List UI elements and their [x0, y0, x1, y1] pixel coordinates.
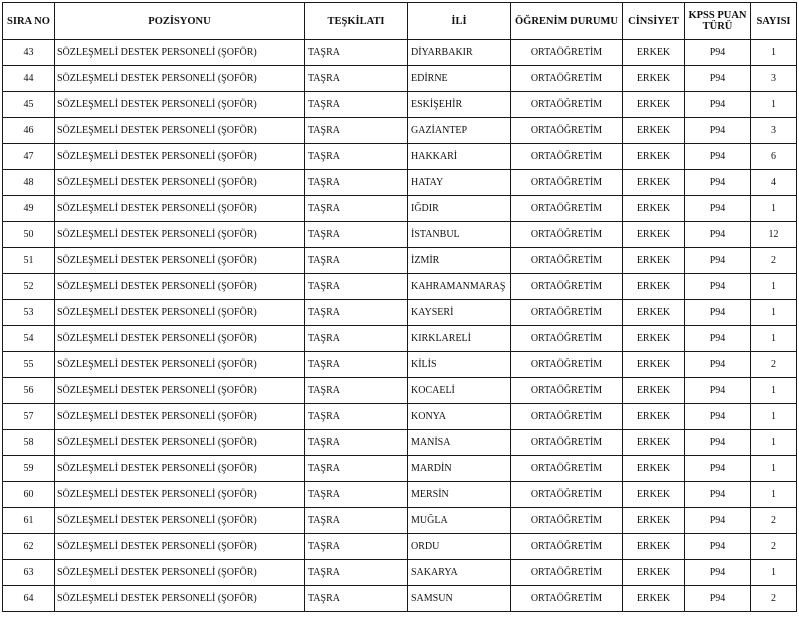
cell-il: HAKKARİ [408, 144, 511, 170]
cell-kpss: P94 [685, 352, 751, 378]
table-row [3, 196, 797, 222]
cell-sayi: 1 [751, 300, 797, 326]
cell-il: GAZİANTEP [408, 118, 511, 144]
cell-cinsiyet: ERKEK [623, 378, 685, 404]
cell-sira-no: 52 [3, 274, 55, 300]
cell-teskilat: TAŞRA [305, 378, 408, 404]
cell-sayi: 1 [751, 274, 797, 300]
cell-ogrenim: ORTAÖĞRETİM [511, 352, 623, 378]
cell-kpss: P94 [685, 248, 751, 274]
cell-sira-no: 46 [3, 118, 55, 144]
cell-cinsiyet: ERKEK [623, 170, 685, 196]
table-row [3, 378, 797, 404]
cell-teskilat: TAŞRA [305, 430, 408, 456]
cell-cinsiyet: ERKEK [623, 300, 685, 326]
cell-pozisyon: SÖZLEŞMELİ DESTEK PERSONELİ (ŞOFÖR) [55, 144, 305, 170]
cell-cinsiyet: ERKEK [623, 352, 685, 378]
cell-sira-no: 51 [3, 248, 55, 274]
table-row [3, 430, 797, 456]
cell-cinsiyet: ERKEK [623, 92, 685, 118]
cell-teskilat: TAŞRA [305, 326, 408, 352]
cell-il: KAYSERİ [408, 300, 511, 326]
cell-pozisyon: SÖZLEŞMELİ DESTEK PERSONELİ (ŞOFÖR) [55, 248, 305, 274]
cell-teskilat: TAŞRA [305, 118, 408, 144]
cell-ogrenim: ORTAÖĞRETİM [511, 170, 623, 196]
cell-il: SAMSUN [408, 586, 511, 612]
cell-ogrenim: ORTAÖĞRETİM [511, 378, 623, 404]
cell-pozisyon: SÖZLEŞMELİ DESTEK PERSONELİ (ŞOFÖR) [55, 430, 305, 456]
cell-il: KAHRAMANMARAŞ [408, 274, 511, 300]
cell-sira-no: 55 [3, 352, 55, 378]
cell-pozisyon: SÖZLEŞMELİ DESTEK PERSONELİ (ŞOFÖR) [55, 482, 305, 508]
header-ili: İLİ [408, 3, 511, 40]
cell-cinsiyet: ERKEK [623, 222, 685, 248]
cell-ogrenim: ORTAÖĞRETİM [511, 40, 623, 66]
cell-sayi: 1 [751, 378, 797, 404]
cell-cinsiyet: ERKEK [623, 66, 685, 92]
cell-sira-no: 47 [3, 144, 55, 170]
cell-sira-no: 62 [3, 534, 55, 560]
cell-teskilat: TAŞRA [305, 508, 408, 534]
table-body [3, 40, 797, 612]
header-ogrenim-durumu: ÖĞRENİM DURUMU [511, 3, 623, 40]
table-row [3, 586, 797, 612]
header-sayisi: SAYISI [751, 3, 797, 40]
cell-il: KİLİS [408, 352, 511, 378]
cell-pozisyon: SÖZLEŞMELİ DESTEK PERSONELİ (ŞOFÖR) [55, 508, 305, 534]
cell-pozisyon: SÖZLEŞMELİ DESTEK PERSONELİ (ŞOFÖR) [55, 118, 305, 144]
header-teskilati: TEŞKİLATI [305, 3, 408, 40]
cell-kpss: P94 [685, 222, 751, 248]
header-pozisyonu: POZİSYONU [55, 3, 305, 40]
cell-teskilat: TAŞRA [305, 404, 408, 430]
cell-sayi: 1 [751, 560, 797, 586]
table-row [3, 118, 797, 144]
cell-kpss: P94 [685, 378, 751, 404]
cell-cinsiyet: ERKEK [623, 456, 685, 482]
cell-ogrenim: ORTAÖĞRETİM [511, 144, 623, 170]
table-row [3, 404, 797, 430]
cell-teskilat: TAŞRA [305, 586, 408, 612]
cell-pozisyon: SÖZLEŞMELİ DESTEK PERSONELİ (ŞOFÖR) [55, 92, 305, 118]
table-row [3, 560, 797, 586]
cell-sayi: 12 [751, 222, 797, 248]
cell-pozisyon: SÖZLEŞMELİ DESTEK PERSONELİ (ŞOFÖR) [55, 352, 305, 378]
cell-il: MUĞLA [408, 508, 511, 534]
cell-cinsiyet: ERKEK [623, 196, 685, 222]
cell-kpss: P94 [685, 534, 751, 560]
cell-sira-no: 53 [3, 300, 55, 326]
cell-sira-no: 64 [3, 586, 55, 612]
cell-il: MANİSA [408, 430, 511, 456]
cell-teskilat: TAŞRA [305, 534, 408, 560]
header-sira-no: SIRA NO [3, 3, 55, 40]
cell-pozisyon: SÖZLEŞMELİ DESTEK PERSONELİ (ŞOFÖR) [55, 196, 305, 222]
cell-il: ESKİŞEHİR [408, 92, 511, 118]
cell-pozisyon: SÖZLEŞMELİ DESTEK PERSONELİ (ŞOFÖR) [55, 326, 305, 352]
cell-sira-no: 50 [3, 222, 55, 248]
cell-teskilat: TAŞRA [305, 40, 408, 66]
cell-il: DİYARBAKIR [408, 40, 511, 66]
cell-il: MERSİN [408, 482, 511, 508]
cell-kpss: P94 [685, 144, 751, 170]
cell-sayi: 1 [751, 404, 797, 430]
cell-ogrenim: ORTAÖĞRETİM [511, 430, 623, 456]
cell-il: HATAY [408, 170, 511, 196]
cell-ogrenim: ORTAÖĞRETİM [511, 300, 623, 326]
cell-sira-no: 63 [3, 560, 55, 586]
cell-kpss: P94 [685, 482, 751, 508]
cell-sayi: 6 [751, 144, 797, 170]
cell-sira-no: 58 [3, 430, 55, 456]
cell-ogrenim: ORTAÖĞRETİM [511, 222, 623, 248]
table-container [2, 2, 797, 612]
cell-il: ORDU [408, 534, 511, 560]
cell-sayi: 2 [751, 352, 797, 378]
cell-cinsiyet: ERKEK [623, 144, 685, 170]
cell-teskilat: TAŞRA [305, 66, 408, 92]
cell-sayi: 1 [751, 40, 797, 66]
table-row [3, 66, 797, 92]
table-row [3, 456, 797, 482]
cell-pozisyon: SÖZLEŞMELİ DESTEK PERSONELİ (ŞOFÖR) [55, 40, 305, 66]
cell-ogrenim: ORTAÖĞRETİM [511, 118, 623, 144]
cell-pozisyon: SÖZLEŞMELİ DESTEK PERSONELİ (ŞOFÖR) [55, 534, 305, 560]
cell-ogrenim: ORTAÖĞRETİM [511, 196, 623, 222]
cell-cinsiyet: ERKEK [623, 118, 685, 144]
cell-sira-no: 56 [3, 378, 55, 404]
cell-sayi: 1 [751, 92, 797, 118]
cell-sayi: 3 [751, 66, 797, 92]
cell-cinsiyet: ERKEK [623, 560, 685, 586]
cell-teskilat: TAŞRA [305, 196, 408, 222]
cell-ogrenim: ORTAÖĞRETİM [511, 456, 623, 482]
cell-il: EDİRNE [408, 66, 511, 92]
table-row [3, 144, 797, 170]
cell-teskilat: TAŞRA [305, 222, 408, 248]
cell-pozisyon: SÖZLEŞMELİ DESTEK PERSONELİ (ŞOFÖR) [55, 586, 305, 612]
cell-pozisyon: SÖZLEŞMELİ DESTEK PERSONELİ (ŞOFÖR) [55, 66, 305, 92]
cell-teskilat: TAŞRA [305, 300, 408, 326]
table-row [3, 482, 797, 508]
cell-ogrenim: ORTAÖĞRETİM [511, 274, 623, 300]
cell-ogrenim: ORTAÖĞRETİM [511, 508, 623, 534]
cell-sayi: 2 [751, 586, 797, 612]
cell-il: SAKARYA [408, 560, 511, 586]
table-row [3, 352, 797, 378]
cell-teskilat: TAŞRA [305, 170, 408, 196]
cell-kpss: P94 [685, 560, 751, 586]
header-cinsiyet: CİNSİYET [623, 3, 685, 40]
cell-ogrenim: ORTAÖĞRETİM [511, 560, 623, 586]
cell-kpss: P94 [685, 196, 751, 222]
cell-il: MARDİN [408, 456, 511, 482]
cell-sayi: 2 [751, 508, 797, 534]
cell-teskilat: TAŞRA [305, 248, 408, 274]
cell-kpss: P94 [685, 118, 751, 144]
cell-sira-no: 61 [3, 508, 55, 534]
cell-teskilat: TAŞRA [305, 560, 408, 586]
cell-teskilat: TAŞRA [305, 92, 408, 118]
cell-il: KONYA [408, 404, 511, 430]
cell-sayi: 1 [751, 430, 797, 456]
cell-kpss: P94 [685, 404, 751, 430]
cell-ogrenim: ORTAÖĞRETİM [511, 534, 623, 560]
cell-pozisyon: SÖZLEŞMELİ DESTEK PERSONELİ (ŞOFÖR) [55, 456, 305, 482]
cell-teskilat: TAŞRA [305, 274, 408, 300]
cell-sayi: 1 [751, 326, 797, 352]
cell-ogrenim: ORTAÖĞRETİM [511, 404, 623, 430]
cell-teskilat: TAŞRA [305, 482, 408, 508]
cell-kpss: P94 [685, 586, 751, 612]
cell-sayi: 2 [751, 248, 797, 274]
cell-il: İSTANBUL [408, 222, 511, 248]
cell-sira-no: 60 [3, 482, 55, 508]
cell-pozisyon: SÖZLEŞMELİ DESTEK PERSONELİ (ŞOFÖR) [55, 300, 305, 326]
cell-cinsiyet: ERKEK [623, 534, 685, 560]
positions-table [2, 2, 797, 612]
cell-pozisyon: SÖZLEŞMELİ DESTEK PERSONELİ (ŞOFÖR) [55, 274, 305, 300]
cell-teskilat: TAŞRA [305, 456, 408, 482]
cell-kpss: P94 [685, 326, 751, 352]
cell-kpss: P94 [685, 66, 751, 92]
cell-il: KIRKLARELİ [408, 326, 511, 352]
cell-kpss: P94 [685, 508, 751, 534]
cell-teskilat: TAŞRA [305, 352, 408, 378]
cell-cinsiyet: ERKEK [623, 508, 685, 534]
cell-sira-no: 43 [3, 40, 55, 66]
cell-cinsiyet: ERKEK [623, 274, 685, 300]
cell-kpss: P94 [685, 430, 751, 456]
cell-cinsiyet: ERKEK [623, 404, 685, 430]
cell-pozisyon: SÖZLEŞMELİ DESTEK PERSONELİ (ŞOFÖR) [55, 378, 305, 404]
cell-sira-no: 48 [3, 170, 55, 196]
table-row [3, 40, 797, 66]
table-row [3, 248, 797, 274]
table-row [3, 300, 797, 326]
cell-sayi: 3 [751, 118, 797, 144]
cell-sira-no: 54 [3, 326, 55, 352]
cell-sayi: 1 [751, 482, 797, 508]
cell-pozisyon: SÖZLEŞMELİ DESTEK PERSONELİ (ŞOFÖR) [55, 404, 305, 430]
cell-ogrenim: ORTAÖĞRETİM [511, 482, 623, 508]
cell-sayi: 4 [751, 170, 797, 196]
cell-cinsiyet: ERKEK [623, 586, 685, 612]
cell-sira-no: 57 [3, 404, 55, 430]
cell-cinsiyet: ERKEK [623, 248, 685, 274]
cell-teskilat: TAŞRA [305, 144, 408, 170]
table-row [3, 326, 797, 352]
table-row [3, 508, 797, 534]
cell-sayi: 1 [751, 456, 797, 482]
cell-sayi: 2 [751, 534, 797, 560]
cell-cinsiyet: ERKEK [623, 482, 685, 508]
cell-sira-no: 45 [3, 92, 55, 118]
cell-il: KOCAELİ [408, 378, 511, 404]
cell-kpss: P94 [685, 274, 751, 300]
cell-ogrenim: ORTAÖĞRETİM [511, 586, 623, 612]
cell-pozisyon: SÖZLEŞMELİ DESTEK PERSONELİ (ŞOFÖR) [55, 170, 305, 196]
cell-il: IĞDIR [408, 196, 511, 222]
cell-pozisyon: SÖZLEŞMELİ DESTEK PERSONELİ (ŞOFÖR) [55, 222, 305, 248]
header-kpss-puan-turu: KPSS PUAN TÜRÜ [685, 3, 751, 40]
cell-cinsiyet: ERKEK [623, 326, 685, 352]
cell-cinsiyet: ERKEK [623, 430, 685, 456]
cell-sira-no: 49 [3, 196, 55, 222]
cell-kpss: P94 [685, 40, 751, 66]
cell-cinsiyet: ERKEK [623, 40, 685, 66]
cell-pozisyon: SÖZLEŞMELİ DESTEK PERSONELİ (ŞOFÖR) [55, 560, 305, 586]
table-row [3, 274, 797, 300]
table-row [3, 92, 797, 118]
cell-ogrenim: ORTAÖĞRETİM [511, 66, 623, 92]
cell-kpss: P94 [685, 170, 751, 196]
cell-ogrenim: ORTAÖĞRETİM [511, 248, 623, 274]
table-row [3, 222, 797, 248]
cell-kpss: P94 [685, 92, 751, 118]
cell-sayi: 1 [751, 196, 797, 222]
cell-kpss: P94 [685, 300, 751, 326]
cell-il: İZMİR [408, 248, 511, 274]
cell-sira-no: 44 [3, 66, 55, 92]
cell-ogrenim: ORTAÖĞRETİM [511, 326, 623, 352]
cell-kpss: P94 [685, 456, 751, 482]
table-row [3, 170, 797, 196]
table-row [3, 534, 797, 560]
table-header-row [3, 3, 797, 40]
cell-sira-no: 59 [3, 456, 55, 482]
cell-ogrenim: ORTAÖĞRETİM [511, 92, 623, 118]
